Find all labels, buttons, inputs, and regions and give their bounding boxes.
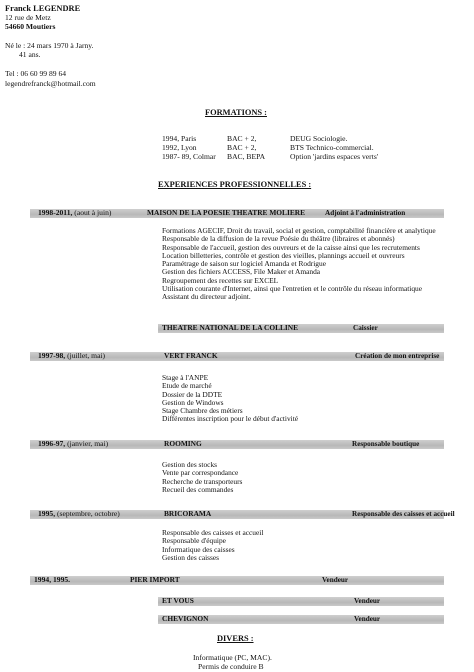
formation-date: 1987- 89, Colmar: [162, 152, 216, 161]
job-role: Création de mon entreprise: [355, 351, 440, 360]
formation-level: BAC, BEPA: [227, 152, 266, 161]
job-header-bar: [30, 576, 444, 585]
job-tasks: [162, 529, 263, 562]
job-header-bar: [158, 597, 444, 606]
job-period: 1998-2011, (aout à juin): [38, 207, 112, 217]
job-header-bar: [30, 508, 455, 519]
job-period: 1995, (septembre, octobre): [38, 508, 120, 518]
job-organization: THEATRE NATIONAL DE LA COLLINE: [162, 322, 299, 332]
job-role: Vendeur: [354, 596, 381, 605]
job-task: Recherche de transporteurs: [162, 476, 243, 486]
formation-level: BAC + 2,: [227, 143, 257, 152]
job-organization: MAISON DE LA POESIE THEATRE MOLIERE: [147, 207, 306, 217]
job-task: Responsable d'équipe: [162, 536, 226, 546]
job-task: Formations AGECIF, Droit du travail, social et gestion, comptabilité financière et analytique: [162, 226, 436, 235]
job-header-bar: [158, 615, 444, 624]
experiences-title: EXPERIENCES PROFESSIONNELLES :: [158, 180, 312, 189]
formation-date: 1994, Paris: [162, 134, 197, 143]
job-role: Caissier: [353, 323, 378, 332]
job-task: Gestion des stocks: [162, 460, 218, 469]
formation-diploma: BTS Technico-commercial.: [290, 143, 374, 152]
job-task: Assistant du directeur adjoint.: [162, 292, 251, 302]
job-organization: BRICORAMA: [164, 508, 212, 518]
formation-date: 1992, Lyon: [162, 143, 197, 152]
job-organization: VERT FRANCK: [164, 350, 218, 360]
job-tasks: [162, 374, 298, 424]
job-task: Gestion des fichiers ACCESS, File Maker et Amanda: [162, 267, 321, 277]
divers-item: Informatique (PC, MAC).: [193, 653, 272, 662]
job-tasks: [162, 227, 436, 302]
job-task: Location billetteries, contrôle et gestion des vieilles, plannings accueil et ouvreurs: [162, 250, 405, 260]
job-header-bar: [30, 209, 444, 218]
job-task: Différentes inscription pour le début d'activité: [162, 414, 299, 424]
job-task: Stage à l'ANPE: [162, 373, 209, 382]
job-task: Utilisation courante d'Internet, ainsi que l'entretien et le contrôle du réseau informatique: [162, 284, 423, 294]
job-organization: ET VOUS: [162, 595, 194, 605]
formation-level: BAC + 2,: [227, 134, 257, 143]
job-task: Recueil des commandes: [162, 484, 234, 494]
job-task: Dossier de la DDTE: [162, 389, 223, 399]
divers-item: Permis de conduire B: [198, 662, 264, 671]
job-task: Gestion des caisses: [162, 552, 220, 562]
job-period: 1997-98, (juillet, mai): [38, 350, 106, 360]
job-header-bar: [30, 440, 444, 449]
age: 41 ans.: [19, 50, 41, 59]
address-street: 12 rue de Metz: [5, 13, 51, 22]
email: legendrefranck@hotmail.com: [5, 79, 96, 88]
job-task: Regroupement des recettes sur EXCEL: [162, 275, 279, 285]
job-task: Paramétrage de saison sur logiciel Amanda et Rodrigue: [162, 259, 326, 269]
formation-diploma: DEUG Sociologie.: [290, 134, 348, 143]
job-organization: PIER IMPORT: [130, 574, 180, 584]
job-role: Responsable boutique: [352, 439, 420, 448]
job-task: Gestion de Windows: [162, 397, 224, 407]
birth-info: Né le : 24 mars 1970 à Jarny.: [5, 41, 94, 50]
job-header-bar: [30, 352, 444, 361]
job-period: 1996-97, (janvier, mai): [38, 438, 109, 448]
address-city: 54660 Moutiers: [5, 22, 56, 31]
job-role: Adjoint à l'administration: [325, 208, 406, 217]
job-role: Vendeur: [354, 614, 381, 623]
job-task: Responsable de la diffusion de la revue Poésie du théâtre (libraires et abonnés): [162, 234, 395, 244]
candidate-name: Franck LEGENDRE: [5, 4, 81, 13]
job-task: Informatique des caisses: [162, 544, 235, 554]
divers-title: DIVERS :: [217, 634, 254, 643]
job-task: Responsable de l'accueil, gestion des ouvreurs et de la caisse ainsi que les recrutements: [162, 242, 420, 252]
phone: Tel : 06 60 99 89 64: [5, 69, 67, 78]
job-task: Vente par correspondance: [162, 468, 239, 478]
job-task: Stage Chambre des métiers: [162, 406, 243, 416]
job-task: Etude de marché: [162, 381, 212, 391]
job-organization: CHEVIGNON: [162, 613, 209, 623]
job-tasks: [162, 461, 242, 494]
job-organization: ROOMING: [164, 438, 202, 448]
formations-title: FORMATIONS :: [205, 108, 267, 117]
job-task: Responsable des caisses et accueil: [162, 528, 264, 537]
job-header-bar: [158, 324, 444, 333]
job-role: Vendeur: [322, 575, 349, 584]
formation-diploma: Option 'jardins espaces verts': [290, 152, 379, 161]
job-role: Responsable des caisses et accueil: [352, 509, 455, 518]
job-period: 1994, 1995.: [34, 574, 71, 584]
